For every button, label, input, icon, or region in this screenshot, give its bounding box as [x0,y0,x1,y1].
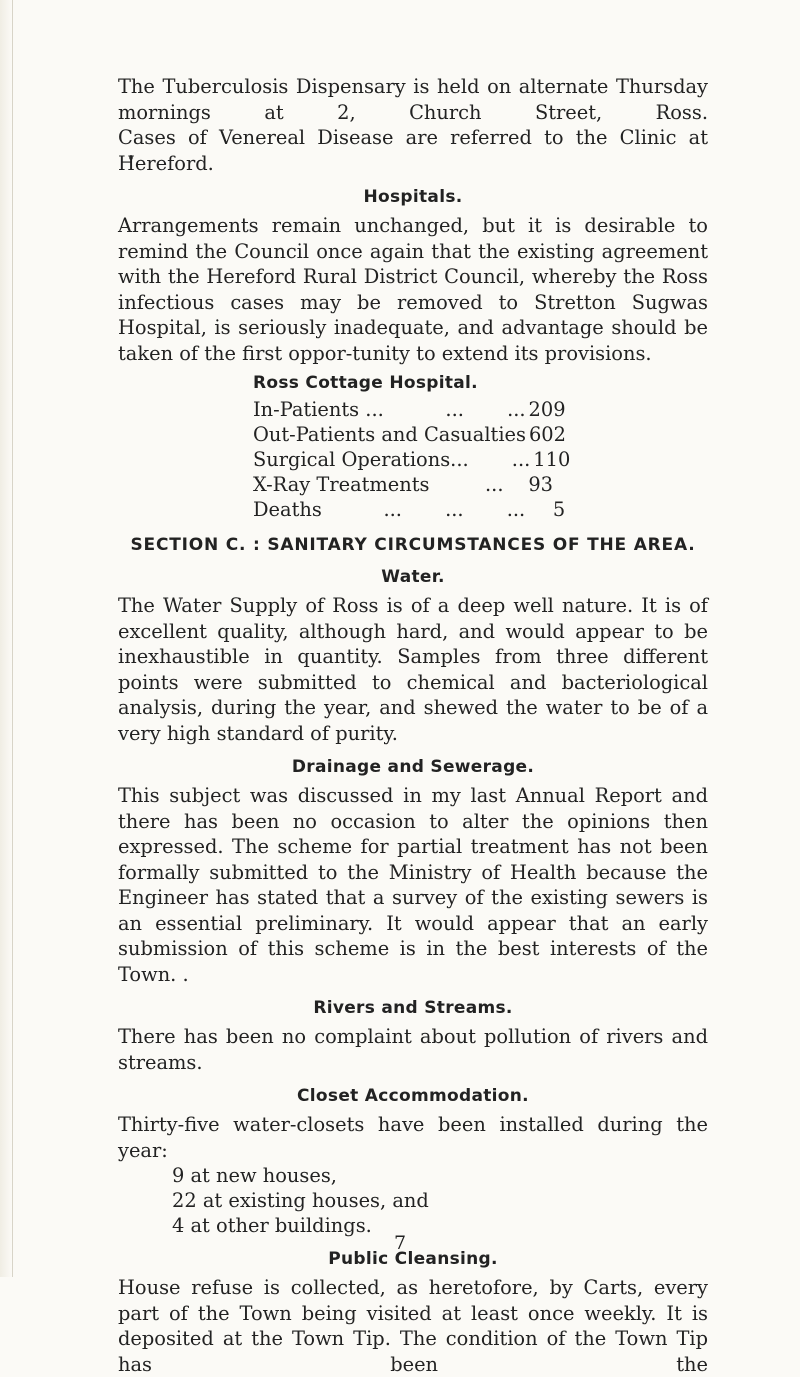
cleansing-heading: Public Cleansing. [328,1249,498,1269]
row-label: Deaths ... ... ... [253,498,526,521]
list-item: 4 at other buildings. [172,1214,372,1237]
row-value: 110 [533,448,571,471]
table-row [253,497,566,522]
row-value: 209 [528,398,566,421]
cleansing-paragraph: House refuse is collected, as heretofore, by Carts, every part of the Town being visited at least once weekly. It is deposited at the Town Tip. The condition of the Town Tip has been the [118,1276,708,1376]
row-value: 602 [528,423,566,446]
list-item: 9 at new houses, [172,1164,337,1187]
tuberculosis-paragraph: The Tuberculosis Dispensary is held on alternate Thursday mornings at 2, Church Street, Ross. [118,75,708,124]
row-value: 5 [552,498,566,521]
table-row [253,447,571,472]
closet-paragraph: Thirty-five water-closets have been installed during the year: [118,1113,708,1162]
cottage-hospital-heading: Ross Cottage Hospital. [253,373,478,393]
table-row [253,472,553,497]
water-paragraph: The Water Supply of Ross is of a deep well nature. It is of excellent quality, although hard, and would appear to be inexhaustible in quantity. Samples from three different points were submitted to chemical and bacteriological analysis, during the year, and shewed the water to be of a very high standard of purity. [118,594,708,745]
closet-heading: Closet Accommodation. [297,1086,529,1106]
page-content [118,74,708,1377]
list-item: 22 at existing houses, and [172,1189,429,1212]
rivers-paragraph: There has been no complaint about pollution of rivers and streams. [118,1025,708,1074]
rivers-heading: Rivers and Streams. [313,998,513,1018]
row-label: Out-Patients and Casualties [253,423,526,446]
binding-edge [0,0,13,1277]
section-c-heading: SECTION C. : SANITARY CIRCUMSTANCES OF THE AREA. [130,535,696,555]
drainage-paragraph: This subject was discussed in my last Annual Report and there has been no occasion to alter the opinions then expressed. The scheme for partial treatment has not been formally submitted to the Ministry of Health because the Engineer has stated that a survey of the existing sewers is an essential preliminary. It would appear that an early submission of this scheme is in the best interests of the Town. . [118,784,708,986]
closet-list [172,1163,708,1238]
table-row [253,397,566,422]
hospitals-paragraph: Arrangements remain unchanged, but it is desirable to remind the Council once again that the existing agreement with the Hereford Rural District Council, whereby the Ross infectious cases may be removed to Stretton Sugwas Hospital, is seriously inadequate, and advantage should be taken of the first oppor-tunity to extend its provisions. [118,214,708,365]
drainage-heading: Drainage and Sewerage. [291,757,535,777]
cottage-hospital-table [253,372,571,522]
row-label: Surgical Operations... ... [253,448,531,471]
venereal-paragraph: Cases of Venereal Disease are referred to the Clinic at Hereford. [118,126,708,175]
row-value: 93 [528,473,553,496]
hospitals-heading: Hospitals. [363,187,463,207]
row-label: X-Ray Treatments ... [253,473,504,496]
page-number: 7 [393,1232,407,1254]
row-label: In-Patients ... ... ... [253,398,526,421]
water-heading: Water. [381,567,445,587]
table-row [253,422,566,447]
